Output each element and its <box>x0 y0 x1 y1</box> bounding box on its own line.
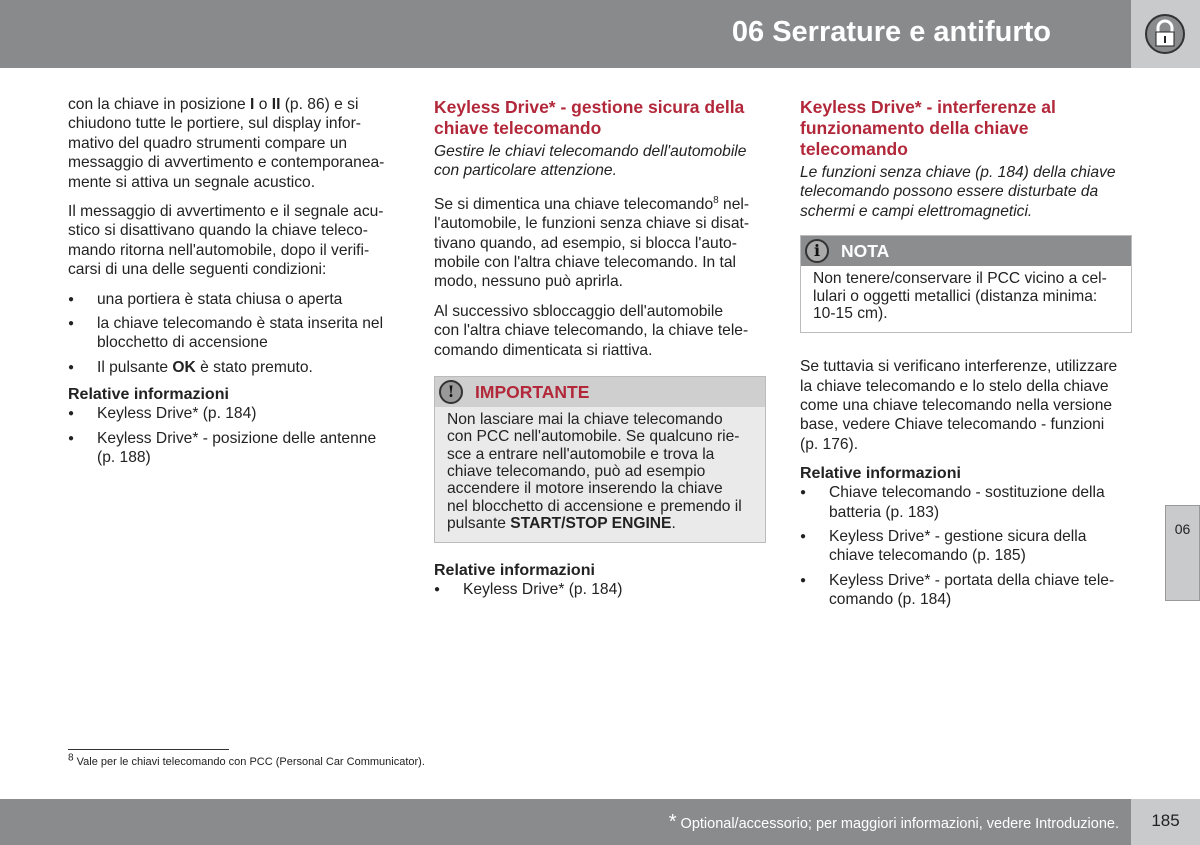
list-item: ● Il pulsante OK è stato premuto. <box>68 358 403 377</box>
related-link[interactable]: ● Keyless Drive* - posizione delle antenne (p. 188) <box>68 429 403 468</box>
padlock-icon <box>1145 14 1185 54</box>
note-box <box>800 235 1132 333</box>
related-title: Relative informazioni <box>68 386 229 404</box>
important-header: ! IMPORTANTE <box>435 377 765 407</box>
related-link[interactable]: ● Keyless Drive* - portata della chiave tele- comando (p. 184) <box>800 571 1135 610</box>
note-text: Non tenere/conservare il PCC vicino a cel- lulari o oggetti metallici (distanza minima: 10-15 cm). <box>813 270 1107 322</box>
related-list <box>800 483 1135 609</box>
column-3 <box>800 95 1135 618</box>
note-header: i NOTA <box>801 236 1131 266</box>
chapter-title: 06 Serrature e antifurto <box>731 16 1051 48</box>
footer-bar <box>0 799 1131 845</box>
related-link[interactable]: ● Keyless Drive* (p. 184) <box>434 580 769 599</box>
page-number: 185 <box>1131 799 1200 845</box>
list-item: ● la chiave telecomando è stata inserita nel blocchetto di accensione <box>68 314 403 353</box>
related-title: Relative informazioni <box>800 465 961 483</box>
related-list <box>68 404 403 467</box>
paragraph: Al successivo sbloccaggio dell'automobile con l'altra chiave telecomando, la chiave tele- comando dimenticata si riattiva. <box>434 302 749 359</box>
related-link[interactable]: ● Keyless Drive* (p. 184) <box>68 404 403 423</box>
column-1 <box>68 95 403 476</box>
chapter-header <box>0 0 1131 68</box>
section-title: Keyless Drive* - interferenze al funzionamento della chiave telecomando <box>800 97 1056 159</box>
exclamation-icon: ! <box>439 380 463 404</box>
footnote-divider <box>68 749 229 750</box>
paragraph: Se tuttavia si verificano interferenze, utilizzare la chiave telecomando e lo stelo della chiave come una chiave telecomando nella versione base, vedere Chiave telecomando - funzioni (p. 176). <box>800 358 1118 453</box>
column-2 <box>434 95 769 608</box>
chapter-tab[interactable]: 06 <box>1165 505 1200 601</box>
footer-note: * Optional/accessorio; per maggiori informazioni, vedere Introduzione. <box>668 811 1119 833</box>
important-text: Non lasciare mai la chiave telecomando con PCC nell'automobile. Se qualcuno rie- sce a entrare nell'automobile e trova la chiave telecomando, può ad esempio accendere il motore inserendo la chiave nel blocchetto di accensione e premendo il pulsante START/STOP ENGINE. <box>435 407 765 542</box>
condition-list <box>68 290 403 378</box>
related-title: Relative informazioni <box>434 562 595 580</box>
list-item: ● una portiera è stata chiusa o aperta <box>68 290 403 309</box>
footnote: $^8$ Vale per le chiavi telecomando con PCC (Personal Car Communicator). <box>68 752 425 768</box>
paragraph: con la chiave in posizione I o II (p. 86) e si chiudono tutte le portiere, sul display infor- mativo del quadro strumenti compare un messaggio di avvertimento e contemporanea- mente si attiva un segnale acustico. <box>68 96 385 191</box>
intro: Gestire le chiavi telecomando dell'automobile con particolare attenzione. <box>434 143 747 180</box>
section-title: Keyless Drive* - gestione sicura della chiave telecomando <box>434 97 745 138</box>
related-link[interactable]: ● Chiave telecomando - sostituzione della batteria (p. 183) <box>800 483 1135 522</box>
important-box <box>434 376 766 543</box>
intro: Le funzioni senza chiave (p. 184) della chiave telecomando possono essere disturbate da schermi e campi elettromagnetici. <box>800 164 1116 220</box>
paragraph: Il messaggio di avvertimento e il segnale acu- stico si disattivano quando la chiave teleco- mando ritorna nell'automobile, dopo il verifi- carsi di una delle seguenti condizioni: <box>68 203 384 279</box>
related-list <box>434 580 769 599</box>
info-icon: i <box>805 239 829 263</box>
footnote-ref[interactable]: 8 <box>713 194 719 206</box>
paragraph: Se si dimentica una chiave telecomando$^8$ nel- l'automobile, le funzioni senza chiave si disat- tivano quando, ad esempio, si blocca l'auto- mobile con l'altra chiave telecomando. In tal modo, nessuno può aprirla. <box>434 194 750 291</box>
related-link[interactable]: ● Keyless Drive* - gestione sicura della chiave telecomando (p. 185) <box>800 527 1135 566</box>
